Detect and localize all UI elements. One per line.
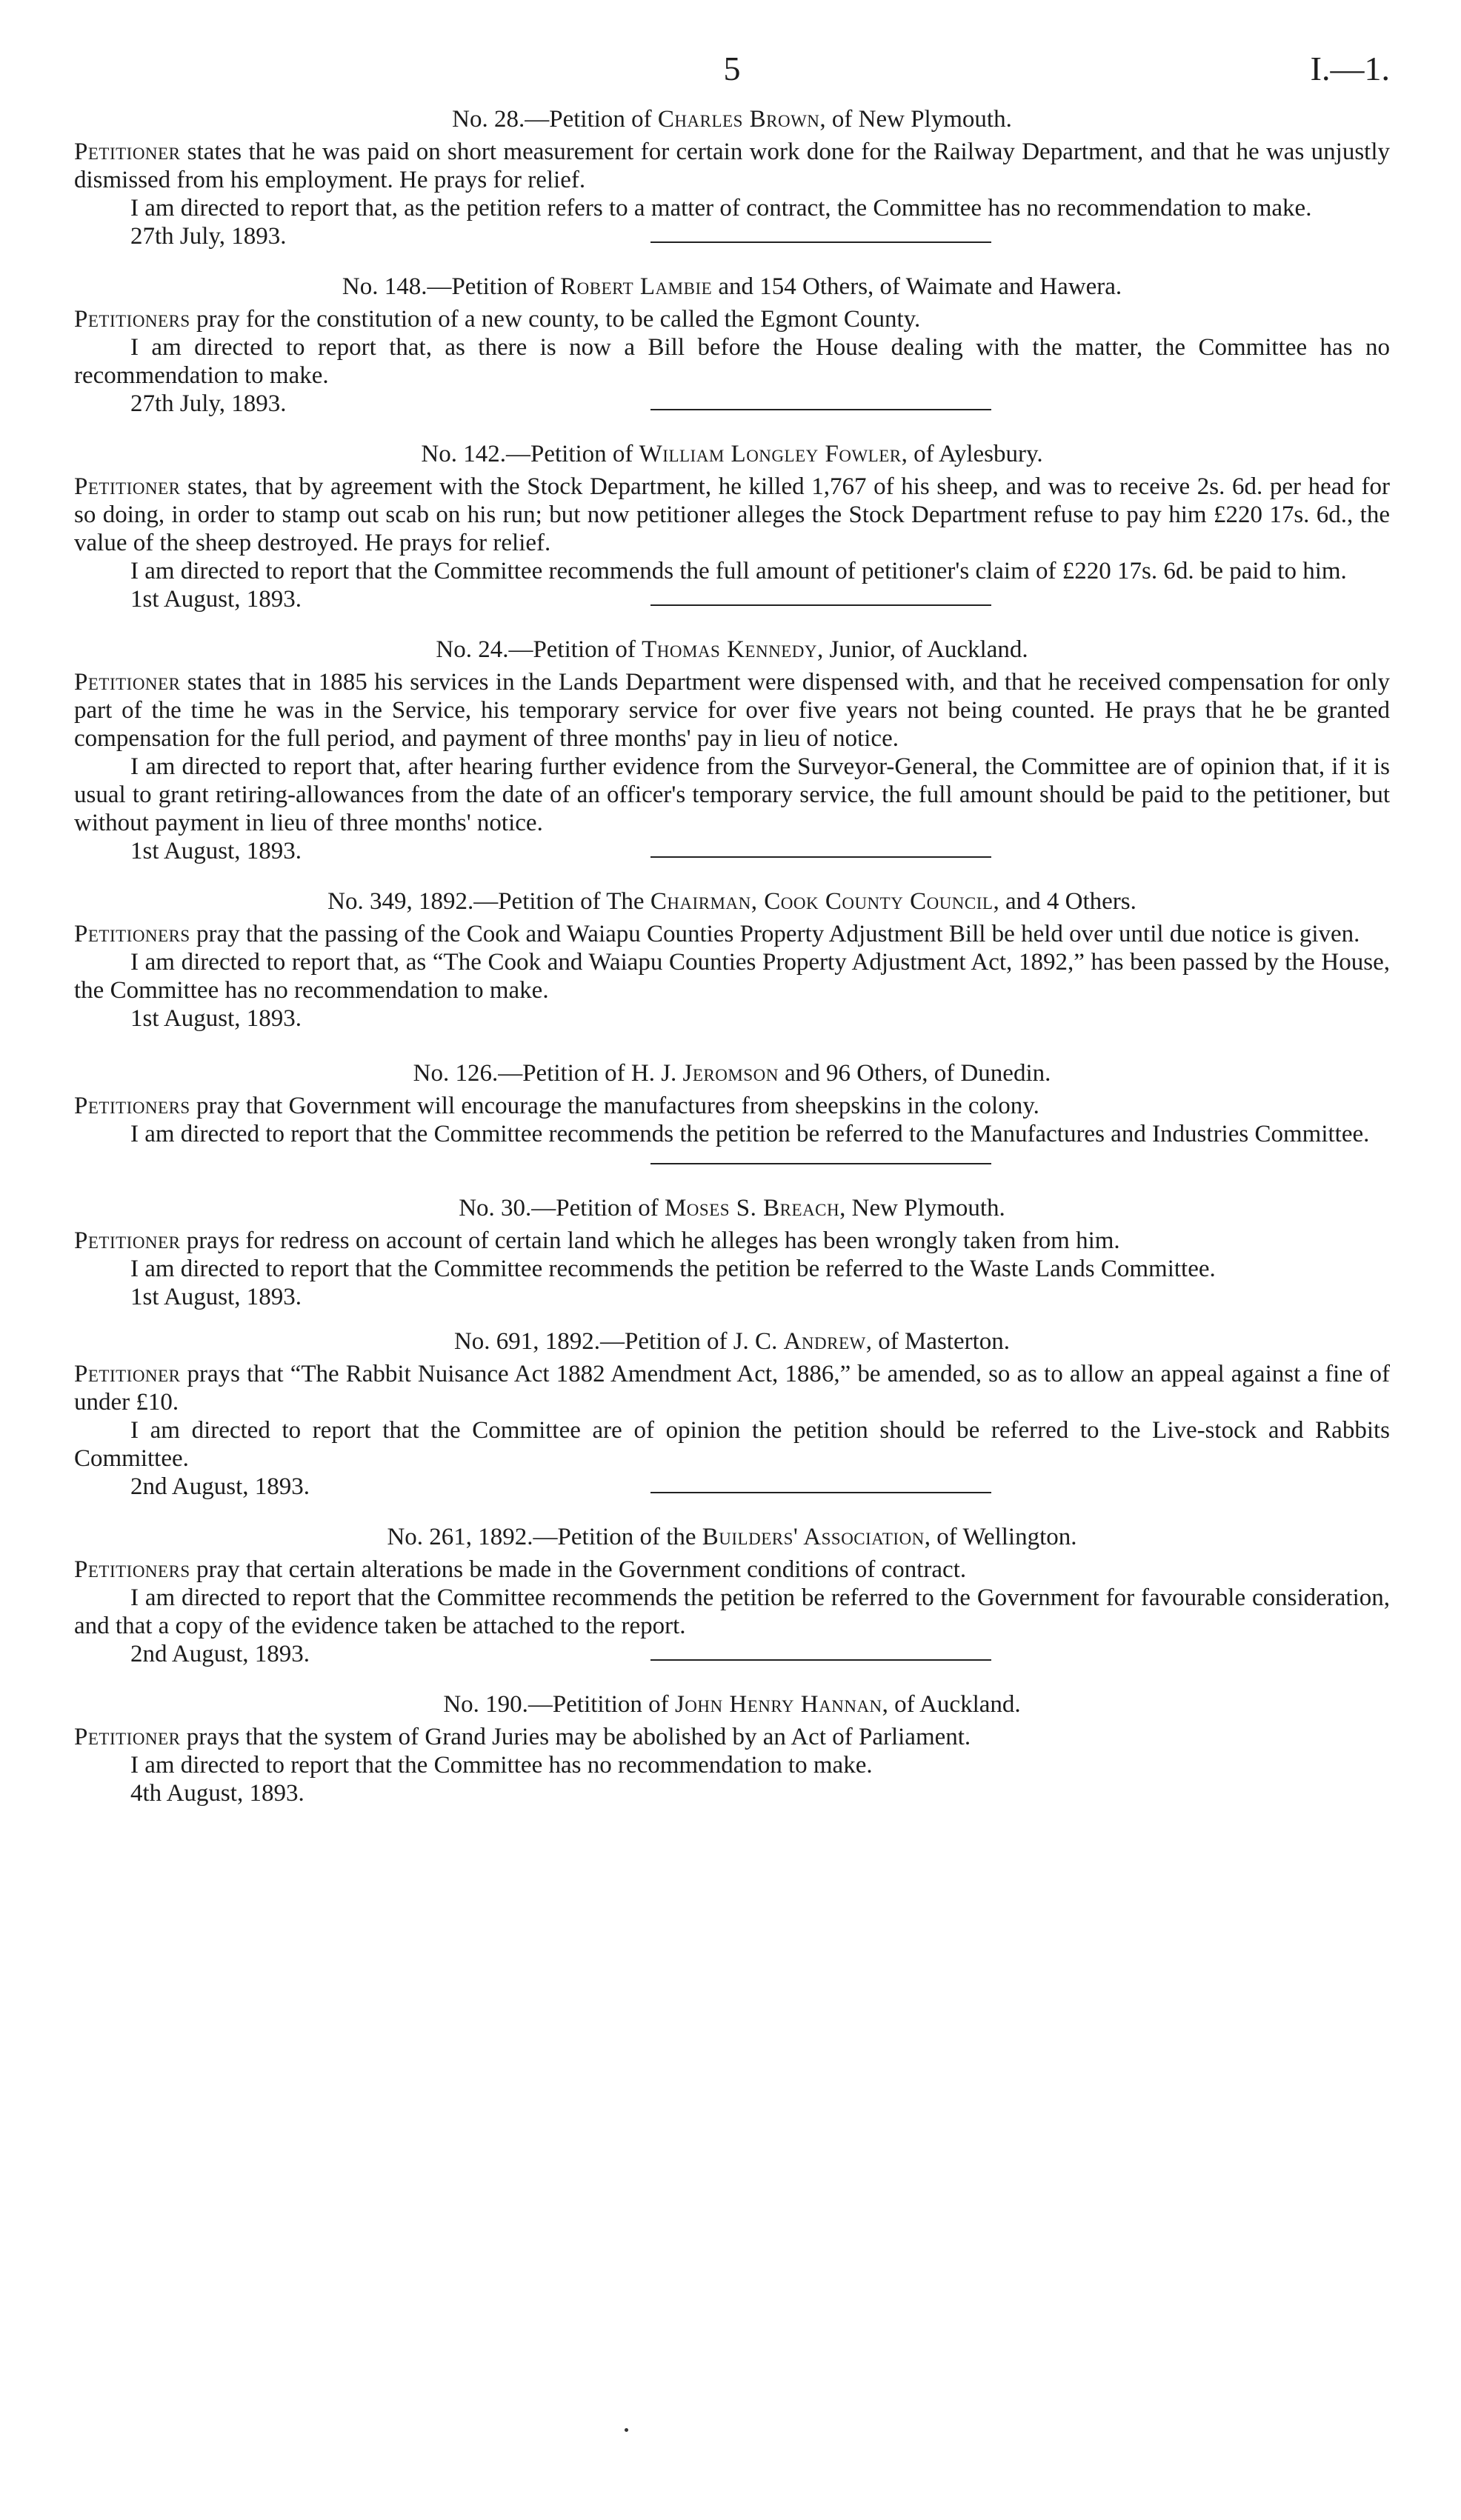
petitioner-name: Andrew	[783, 1328, 866, 1355]
petition-body: pray that Government will encourage the manufactures from sheepskins in the colony.	[190, 1093, 1039, 1119]
petition-summary	[74, 1092, 1390, 1120]
petition-entry	[74, 273, 1390, 417]
divider	[650, 856, 991, 858]
petition-entry	[74, 1194, 1390, 1311]
petition-origin: , and 4 Others.	[993, 888, 1136, 915]
report-date: 27th July, 1893.	[130, 390, 287, 417]
petitioner-lead: Petitioner	[74, 473, 181, 500]
petition-number: No. 349, 1892.—Petition of The	[327, 888, 650, 915]
petition-summary	[74, 1360, 1390, 1416]
petition-heading	[74, 105, 1390, 133]
report-date: 4th August, 1893.	[130, 1780, 304, 1807]
committee-report: I am directed to report that the Committee recommends the petition be referred to the Government for favourable consideration, and that a copy of the evidence taken be attached to the report.	[74, 1584, 1390, 1639]
committee-report: I am directed to report that the Committee recommends the petition be referred to the Waste Lands Committee.	[130, 1256, 1216, 1282]
petitioner-lead: Petitioner	[74, 669, 181, 696]
committee-report: I am directed to report that the Committee recommends the full amount of petitioner's claim of £220 17s. 6d. be paid to him.	[130, 558, 1347, 584]
report-date: 1st August, 1893.	[130, 1284, 302, 1310]
petition-body: prays for redress on account of certain land which he alleges has been wrongly taken from him.	[180, 1227, 1120, 1254]
petition-entry	[74, 636, 1390, 864]
petition-origin: , of Aylesbury.	[901, 441, 1043, 467]
petition-body: pray that certain alterations be made in the Government conditions of contract.	[190, 1556, 967, 1583]
petition-number: No. 24.—Petition of	[436, 636, 642, 663]
committee-report: I am directed to report that the Committee recommends the petition be referred to the Manufactures and Industries Committee.	[130, 1121, 1370, 1147]
petitioner-name: John Henry Hannan	[674, 1691, 882, 1718]
petition-number: No. 190.—Petitition of	[443, 1691, 675, 1718]
report-date: 1st August, 1893.	[130, 1005, 302, 1032]
divider	[650, 1163, 991, 1164]
petition-number: No. 148.—Petition of	[342, 273, 561, 300]
divider	[650, 1659, 991, 1661]
petition-summary	[74, 473, 1390, 557]
divider	[650, 241, 991, 243]
petition-number: No. 28.—Petition of	[452, 106, 658, 133]
committee-report: I am directed to report that the Committee are of opinion the petition should be referred to the Live-stock and Rabbits Committee.	[74, 1417, 1390, 1472]
petitioner-name: Robert Lambie	[560, 273, 713, 300]
petition-entry	[74, 1059, 1390, 1164]
petitioner-name: Charles Brown	[657, 106, 820, 133]
divider	[650, 409, 991, 410]
petition-body: states, that by agreement with the Stock Department, he killed 1,767 of his sheep, and was to receive 2s. 6d. per head for so doing, in order to stamp out scab on his run; but now petitioner alleges the Stock Department refuse to pay him £220 17s. 6d., the value of the sheep destroyed. He prays for relief.	[74, 473, 1390, 556]
petition-number: No. 30.—Petition of	[459, 1195, 665, 1221]
petition-summary	[74, 1227, 1390, 1255]
petitioner-lead: Petitioner	[74, 1227, 181, 1254]
petition-body: prays that “The Rabbit Nuisance Act 1882 Amendment Act, 1886,” be amended, so as to allow an appeal against a fine of under £10.	[74, 1361, 1390, 1416]
petitioner-lead: Petitioners	[74, 921, 190, 947]
petition-entry	[74, 105, 1390, 250]
petitioner-lead: Petitioner	[74, 1361, 181, 1387]
report-date: 2nd August, 1893.	[130, 1473, 310, 1500]
petitioner-lead: Petitioners	[74, 306, 190, 333]
petition-entry	[74, 1690, 1390, 1807]
report-date: 1st August, 1893.	[130, 586, 302, 613]
petition-heading	[74, 1690, 1390, 1719]
document-code: I.—1.	[1310, 50, 1390, 87]
petition-body: pray that the passing of the Cook and Waiapu Counties Property Adjustment Bill be held over until due notice is given.	[190, 921, 1360, 947]
petition-summary	[74, 920, 1390, 948]
petition-summary	[74, 668, 1390, 753]
petition-summary	[74, 138, 1390, 194]
petitioner-name: Moses S. Breach	[664, 1195, 840, 1221]
petitioner-lead: Petitioners	[74, 1556, 190, 1583]
petition-heading	[74, 1059, 1390, 1087]
petition-heading	[74, 636, 1390, 664]
petitioner-lead: Petitioner	[74, 1724, 181, 1750]
petition-origin: , Junior, of Auckland.	[816, 636, 1028, 663]
petition-heading	[74, 440, 1390, 468]
petition-body: states that he was paid on short measurement for certain work done for the Railway Department, and that he was unjustly dismissed from his employment. He prays for relief.	[74, 139, 1390, 193]
report-date: 2nd August, 1893.	[130, 1641, 310, 1667]
petition-origin: , New Plymouth.	[839, 1195, 1005, 1221]
petition-number: No. 142.—Petition of	[421, 441, 639, 467]
petition-number: No. 126.—Petition of H. J.	[413, 1060, 683, 1087]
committee-report: I am directed to report that, as “The Cook and Waiapu Counties Property Adjustment Act, 1892,” has been passed by the House, the Committee has no recommendation to make.	[74, 949, 1390, 1004]
petitioner-name: Jeromson	[682, 1060, 779, 1087]
petition-heading	[74, 1523, 1390, 1551]
petitioner-name: Builders' Association	[702, 1524, 925, 1550]
committee-report: I am directed to report that, as there is now a Bill before the House dealing with the matter, the Committee has no recommendation to make.	[74, 334, 1390, 389]
petition-body: states that in 1885 his services in the Lands Department were dispensed with, and that he received compensation for only part of the time he was in the Service, his temporary service for over five years not being counted. He prays that he be granted compensation for the full period, and payment of three months' pay in lieu of notice.	[74, 669, 1390, 752]
petition-number: No. 261, 1892.—Petition of the	[387, 1524, 702, 1550]
petition-entry	[74, 1523, 1390, 1667]
petitioner-name: Thomas Kennedy	[642, 636, 817, 663]
page-header	[74, 52, 1390, 105]
petition-origin: and 154 Others, of Waimate and Hawera.	[712, 273, 1122, 300]
petition-origin: , of New Plymouth.	[819, 106, 1012, 133]
petitioner-name: William Longley Fowler	[639, 441, 902, 467]
print-speck	[625, 2428, 628, 2432]
petitioner-name: Chairman, Cook County Council	[650, 888, 994, 915]
divider	[650, 604, 991, 606]
report-date: 1st August, 1893.	[130, 838, 302, 864]
petition-summary	[74, 305, 1390, 333]
report-date: 27th July, 1893.	[130, 223, 287, 250]
petitioner-lead: Petitioners	[74, 1093, 190, 1119]
petition-entry	[74, 440, 1390, 613]
divider	[650, 1492, 991, 1493]
committee-report: I am directed to report that, as the petition refers to a matter of contract, the Committee has no recommendation to make.	[130, 195, 1312, 221]
petition-heading	[74, 1194, 1390, 1222]
petition-number: No. 691, 1892.—Petition of J. C.	[453, 1328, 784, 1355]
page-number: 5	[723, 50, 741, 87]
petition-body: prays that the system of Grand Juries may be abolished by an Act of Parliament.	[180, 1724, 971, 1750]
petition-entry	[74, 887, 1390, 1033]
petition-entry	[74, 1327, 1390, 1500]
petition-summary	[74, 1723, 1390, 1751]
petition-origin: , of Auckland.	[882, 1691, 1021, 1718]
petition-summary	[74, 1556, 1390, 1584]
petition-origin: and 96 Others, of Dunedin.	[778, 1060, 1051, 1087]
petition-heading	[74, 1327, 1390, 1356]
petition-heading	[74, 273, 1390, 301]
petition-heading	[74, 887, 1390, 916]
committee-report: I am directed to report that, after hearing further evidence from the Surveyor-General, the Committee are of opinion that, if it is usual to grant retiring-allowances from the date of an officer's temporary service, the full amount should be paid to the petitioner, but without payment in lieu of three months' notice.	[74, 753, 1390, 836]
petition-origin: , of Masterton.	[865, 1328, 1011, 1355]
petition-origin: , of Wellington.	[924, 1524, 1077, 1550]
committee-report: I am directed to report that the Committee has no recommendation to make.	[130, 1752, 873, 1779]
petitioner-lead: Petitioner	[74, 139, 181, 165]
petition-body: pray for the constitution of a new county, to be called the Egmont County.	[190, 306, 921, 333]
